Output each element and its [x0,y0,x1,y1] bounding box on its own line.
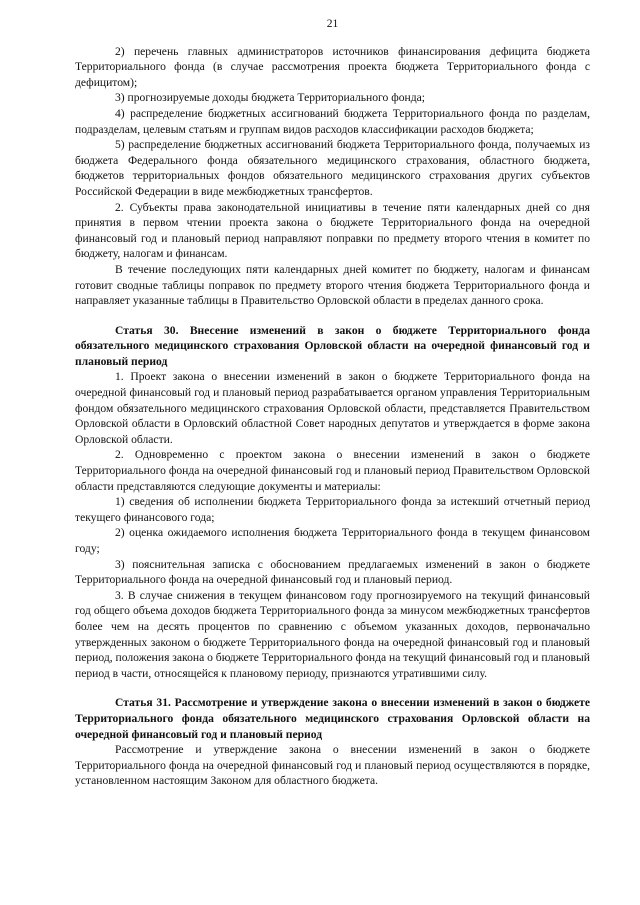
article-heading: Статья 30. Внесение изменений в закон о бюджете Территориального фонда обязательного медицинского страхования Орловской области на очередной финансовый год и плановый период [75,323,590,368]
paragraph: В течение последующих пяти календарных дней комитет по бюджету, налогам и финансам готовит сводные таблицы поправок по предмету второго чтения бюджета Территориального фонда и направляет указанные таблицы в Правительство Орловской области в пределах данного срока. [75,262,590,308]
paragraph: 3. В случае снижения в текущем финансовом году прогнозируемого на текущий финансовый год общего объема доходов бюджета Территориального фонда за минусом межбюджетных трансфертов более чем на десять процентов по сравнению с объемом указанных доходов, первоначально утвержденных законом о бюджете Территориального фонда на очередной финансовый год и плановый период, положения закона о бюджете Территориального фонда на текущий финансовый год и плановый период в части, относящейся к плановому периоду, признаются утратившими силу. [75,588,591,680]
paragraph: 3) прогнозируемые доходы бюджета Территориального фонда; [115,91,425,105]
page-number: 21 [326,17,339,30]
paragraph: 2. Одновременно с проектом закона о внесении изменений в закон о бюджете Территориального фонда на очередной финансовый год и плановый период Правительством Орловской области представляются следующие документы и материалы: [75,448,590,493]
document-body [75,44,590,789]
article-heading: Статья 31. Рассмотрение и утверждение закона о внесении изменений в закон о бюджете Территориального фонда обязательного медицинского страхования Орловской области на очередной финансовый год и плановый период [75,696,590,741]
paragraph: 2) оценка ожидаемого исполнения бюджета Территориального фонда в текущем финансовом году; [75,526,590,555]
paragraph: 4) распределение бюджетных ассигнований бюджета Территориального фонда по разделам, подразделам, целевым статьям и группам видов расходов классификации расходов бюджета; [75,106,590,136]
paragraph: Рассмотрение и утверждение закона о внесении изменений в закон о бюджете Территориального фонда на очередной финансовый год и плановый период осуществляются в порядке, установленном настоящим Законом для областного бюджета. [75,743,590,788]
paragraph: 2. Субъекты права законодательной инициативы в течение пяти календарных дней со дня принятия в первом чтении проекта закона о бюджете Территориального фонда на очередной финансовый год и плановый период направляют поправки по предмету второго чтения в комитет по бюджету, налогам и финансам. [75,200,590,261]
paragraph: 3) пояснительная записка с обоснованием предлагаемых изменений в закон о бюджете Территориального фонда на очередной финансовый год и плановый период. [75,557,590,587]
paragraph: 1) сведения об исполнении бюджета Территориального фонда за истекший отчетный период текущего финансового года; [75,495,590,524]
paragraph: 1. Проект закона о внесении изменений в закон о бюджете Территориального фонда на очередной финансовый год и плановый период разрабатывается органом управления Территориальным фондом обязательного медицинского страхования Орловской области, представляется Правительством Орловской области в Орловский областной Совет народных депутатов и утверждается в форме закона Орловской области. [75,370,590,446]
paragraph: 5) распределение бюджетных ассигнований бюджета Территориального фонда, получаемых из бюджета Федерального фонда обязательного медицинского страхования, областного бюджета, бюджетов территориальных фондов обязательного медицинского страхования других субъектов Российской Федерации в виде межбюджетных трансфертов. [75,138,590,198]
paragraph: 2) перечень главных администраторов источников финансирования дефицита бюджета Территориального фонда (в случае рассмотрения проекта бюджета Территориального фонда с дефицитом); [75,44,590,89]
